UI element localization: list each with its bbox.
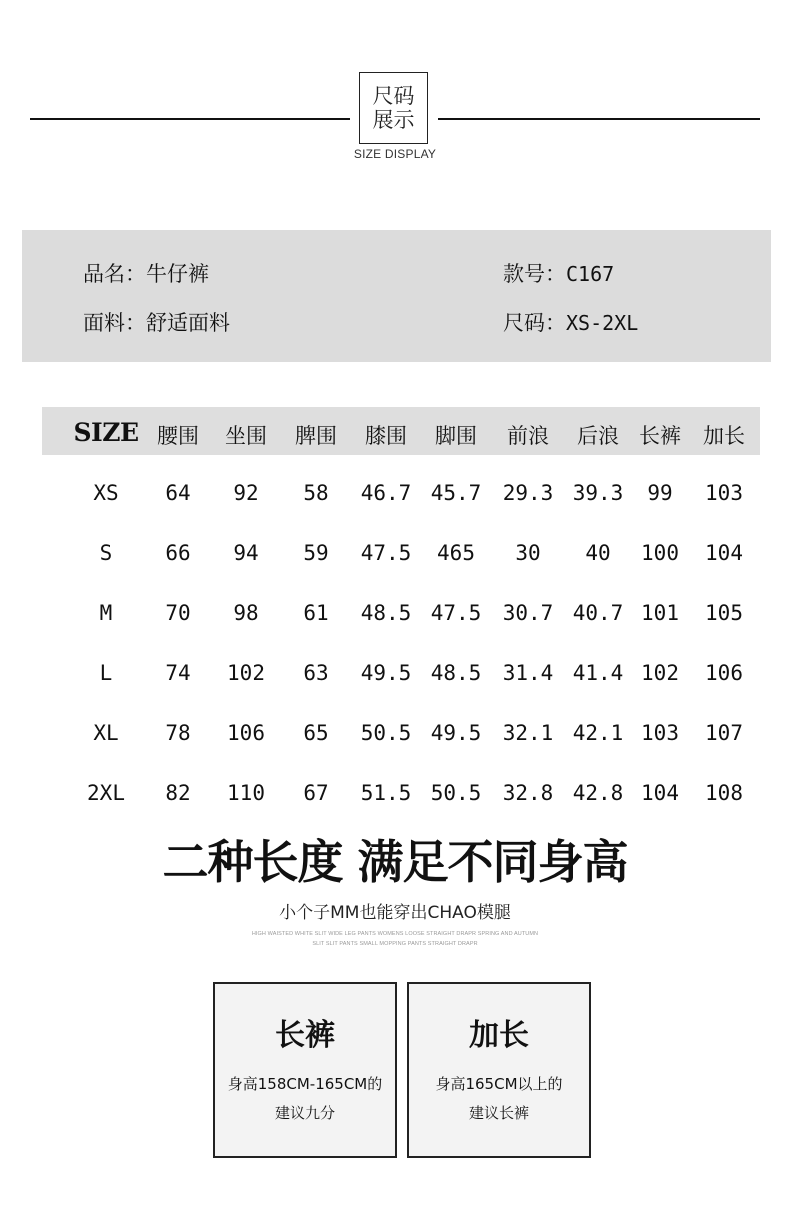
size-table-cell: 49.5	[430, 721, 482, 745]
product-name-label: 品名：	[83, 262, 146, 286]
size-table-cell: 94	[233, 541, 259, 565]
size-table-cell: 98	[233, 601, 259, 625]
size-table-cell: 30.7	[502, 601, 554, 625]
size-table-cell: 103	[641, 721, 679, 745]
product-size-value: XS-2XL	[566, 311, 639, 335]
size-table-cell: 104	[705, 541, 743, 565]
size-table-cell: 92	[233, 481, 259, 505]
size-table-header-thigh: 脾围	[295, 424, 337, 448]
size-table-cell: 40.7	[572, 601, 624, 625]
size-table-header-back-rise: 后浪	[577, 424, 619, 448]
size-table-cell: 61	[303, 601, 329, 625]
size-table-cell: 107	[705, 721, 743, 745]
product-size-label: 尺码：	[503, 311, 566, 335]
size-table-cell: 48.5	[430, 661, 482, 685]
section-subtitle: SIZE DISPLAY	[353, 147, 437, 161]
size-table-cell: 49.5	[360, 661, 412, 685]
size-table-cell: 102	[641, 661, 679, 685]
size-table-row-label: L	[99, 661, 113, 685]
size-table-cell: 100	[641, 541, 679, 565]
size-table-cell: 58	[303, 481, 329, 505]
length-card-desc-line1: 身高158CM-165CM的	[227, 1075, 383, 1093]
product-info-panel	[22, 230, 771, 362]
size-table-cell: 39.3	[572, 481, 624, 505]
size-table-cell: 48.5	[360, 601, 412, 625]
size-table-cell: 66	[165, 541, 191, 565]
size-table-cell: 82	[165, 781, 191, 805]
size-table-cell: 50.5	[430, 781, 482, 805]
size-table-header-extended: 加长	[703, 424, 745, 448]
size-table-cell: 106	[705, 661, 743, 685]
lengths-title: 二种长度 满足不同身高	[162, 835, 628, 889]
size-table-cell: 63	[303, 661, 329, 685]
product-fabric-label: 面料：	[83, 311, 146, 335]
size-table-header-hem: 脚围	[435, 424, 477, 448]
size-table-cell: 101	[641, 601, 679, 625]
size-table-cell: 32.1	[502, 721, 554, 745]
lengths-caption-line1: HIGH WAISTED WHITE SLIT WIDE LEG PANTS WOMENS LOOSE STRAIGHT DRAPR SPRING AND AUTUMN	[251, 931, 539, 937]
length-card-title: 长裤	[275, 1018, 335, 1053]
lengths-subtitle: 小个子MM也能穿出CHAO模腿	[279, 903, 511, 923]
size-table-cell: 45.7	[430, 481, 482, 505]
size-table-cell: 47.5	[430, 601, 482, 625]
size-table-cell: 42.8	[572, 781, 624, 805]
size-table-cell: 46.7	[360, 481, 412, 505]
size-table-cell: 99	[647, 481, 673, 505]
size-table-cell: 47.5	[360, 541, 412, 565]
size-table-cell: 105	[705, 601, 743, 625]
length-card-desc-line1: 身高165CM以上的	[435, 1075, 563, 1093]
size-table-cell: 31.4	[502, 661, 554, 685]
product-name	[83, 258, 209, 288]
length-card-desc-line2: 建议九分	[274, 1104, 335, 1122]
header-line-right	[438, 118, 760, 120]
size-table-cell: 103	[705, 481, 743, 505]
size-table-header-long: 长裤	[639, 424, 681, 448]
size-table-cell: 465	[437, 541, 475, 565]
product-size-range	[503, 307, 638, 337]
size-table-header-waist: 腰围	[157, 424, 199, 448]
size-table-row-label: XS	[93, 481, 119, 505]
size-table-cell: 50.5	[360, 721, 412, 745]
size-table-cell: 106	[227, 721, 265, 745]
size-table-cell: 42.1	[572, 721, 624, 745]
product-model-label: 款号：	[503, 262, 566, 286]
size-table-cell: 104	[641, 781, 679, 805]
product-model-value: C167	[566, 262, 615, 286]
product-fabric	[83, 307, 230, 337]
size-table-cell: 78	[165, 721, 191, 745]
product-fabric-value: 舒适面料	[146, 311, 230, 335]
length-card-regular	[213, 982, 397, 1158]
size-table-cell: 110	[227, 781, 265, 805]
size-table-cell: 40	[585, 541, 611, 565]
size-table-header-knee: 膝围	[365, 424, 407, 448]
size-table-cell: 65	[303, 721, 329, 745]
section-title-line1: 尺码	[372, 84, 415, 108]
size-table-cell: 59	[303, 541, 329, 565]
length-card-description	[215, 1070, 395, 1128]
header-line-left	[30, 118, 350, 120]
size-table-cell: 32.8	[502, 781, 554, 805]
product-model	[503, 258, 614, 288]
product-name-value: 牛仔裤	[146, 262, 209, 286]
size-table-cell: 70	[165, 601, 191, 625]
size-table-cell: 29.3	[502, 481, 554, 505]
section-title-line2: 展示	[372, 108, 415, 132]
size-table-row-label: 2XL	[87, 781, 125, 805]
size-table-cell: 67	[303, 781, 329, 805]
size-table-cell: 30	[515, 541, 541, 565]
size-table-cell: 108	[705, 781, 743, 805]
size-table-row-label: M	[99, 601, 113, 625]
size-table-cell: 74	[165, 661, 191, 685]
size-table-header-front-rise: 前浪	[507, 424, 549, 448]
section-title-box	[359, 72, 428, 144]
size-table-cell: 41.4	[572, 661, 624, 685]
length-card-title: 加长	[469, 1018, 529, 1053]
length-card-extended	[407, 982, 591, 1158]
size-table-cell: 102	[227, 661, 265, 685]
size-table-header-hip: 坐围	[225, 424, 267, 448]
size-table-row-label: XL	[93, 721, 119, 745]
size-table-cell: 64	[165, 481, 191, 505]
length-card-description	[409, 1070, 589, 1128]
length-card-desc-line2: 建议长裤	[468, 1104, 529, 1122]
size-table-row-label: S	[99, 541, 113, 565]
lengths-caption-line2: SLIT SLIT PANTS SMALL MOPPING PANTS STRAIGHT DRAPR	[312, 941, 478, 947]
size-table-cell: 51.5	[360, 781, 412, 805]
size-table-header-size: SIZE	[73, 418, 139, 447]
